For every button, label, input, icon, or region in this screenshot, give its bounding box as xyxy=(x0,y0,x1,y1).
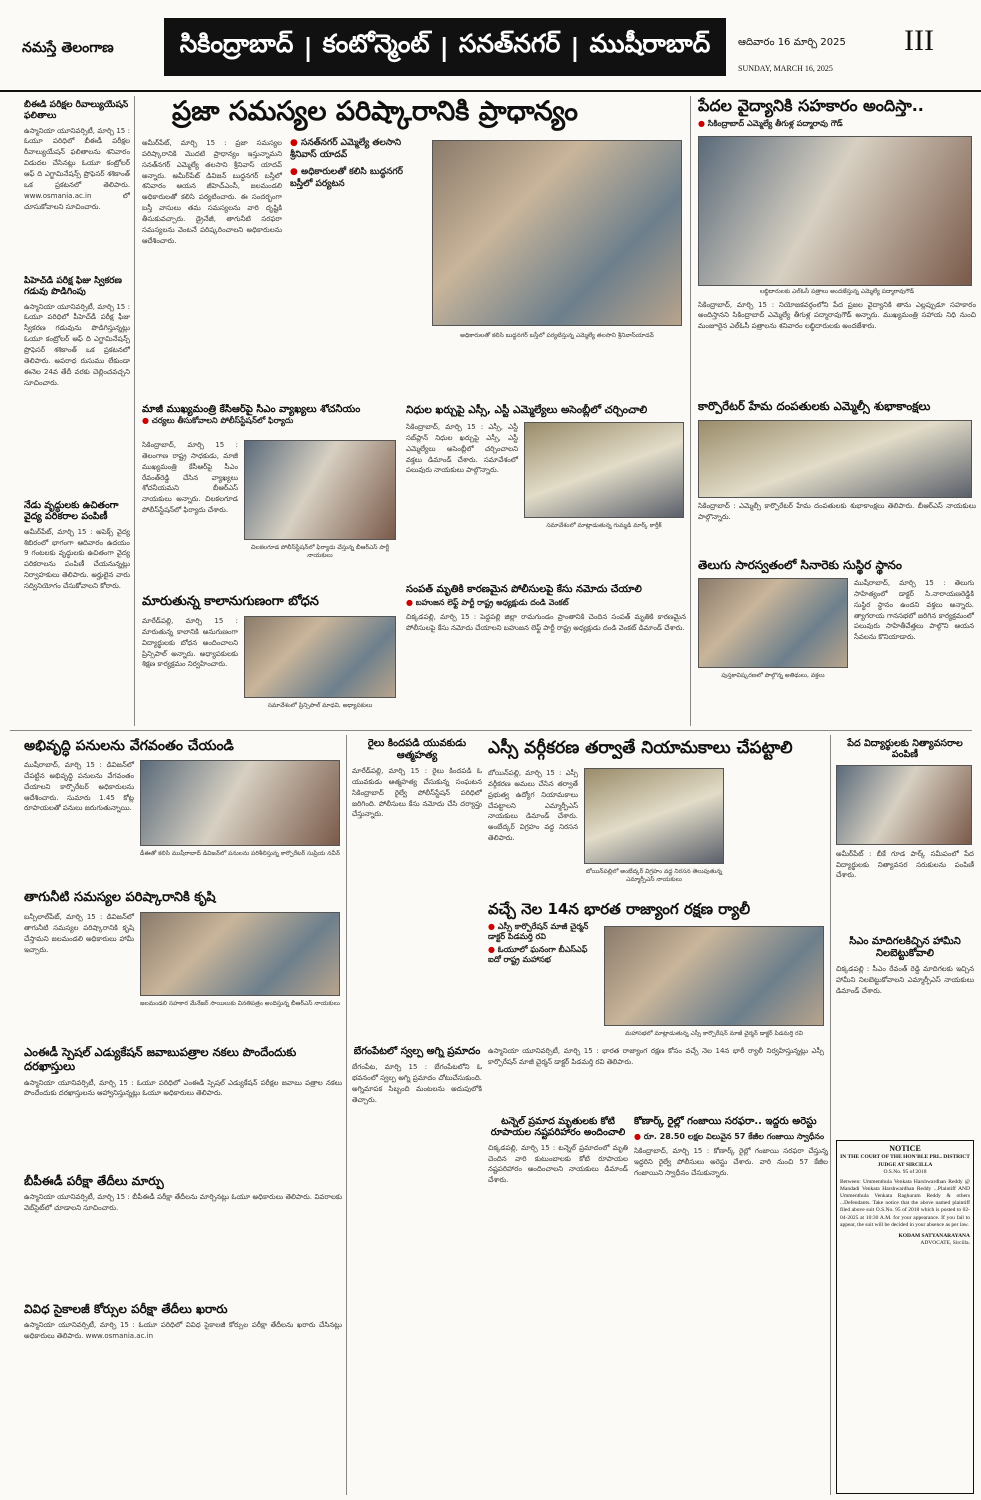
article-photo xyxy=(584,768,724,864)
headline: కోణార్క్ రైల్లో గంజాయి సరఫరా.. ఇద్దరు అరెస్టు xyxy=(634,1116,817,1127)
article-photo xyxy=(140,912,340,996)
article-kcr-comments xyxy=(142,404,398,588)
notice-court: IN THE COURT OF THE HON'BLE PRL. DISTRICT JUDGE AT SIRCILLA xyxy=(840,1154,970,1168)
article-body: ఉస్మానియా యూనివర్సిటీ, మార్చి 15 : ఓయూ పరిధిలో బీఈడీ పరీక్షల రీవాల్యుయేషన్ ఫలితాలను శనివారం విడుదల చేసినట్లు ఓయూ కంట్రోలర్ ఆఫ్ ది ఎగ్జామినేషన్స్ ప్రొఫెసర్ శశికాంత్ ఒక ప్రకటనలో తెలిపారు. www.osmania.ac.in లో చూసుకోవాలని సూచించారు. xyxy=(24,126,130,211)
lead-subhead-1: ● సనత్‌నగర్ ఎమ్మెల్యే తలసాని శ్రీనివాస్ యాదవ్ xyxy=(290,138,422,161)
article-body: మారేడ్‌పల్లి, మార్చి 15 : మారుతున్న కాలానికి అనుగుణంగా విద్యార్థులకు బోధన అందించాలని ప్రిన్సిపాల్ అన్నారు. అధ్యాపకులకు శిక్షణ కార్యక్రమం నిర్వహించారు. xyxy=(142,617,238,669)
column-rule xyxy=(830,735,831,1495)
headline: రైలు కిందపడి యువకుడు ఆత్మహత్య xyxy=(367,738,467,761)
photo-caption: పుస్తకావిష్కరణలో పాల్గొన్న అతిథులు, వక్తలు xyxy=(721,672,825,679)
article-body: సికింద్రాబాద్ : ఎమ్మెల్సీ కార్పొరేటర్ హేమ దంపతులకు శుభాకాంక్షలు తెలిపారు. బీఆర్‌ఎస్ నాయకులు పాల్గొన్నారు. xyxy=(698,501,976,521)
article-body: ఉస్మానియా యూనివర్సిటీ, మార్చి 15 : బీపీఈడీ పరీక్షా తేదీలను మార్చినట్లు ఓయూ అధికారులు తెలిపారు. వివరాలకు వెబ్‌సైట్‌లో చూడాలని సూచించారు. xyxy=(24,1193,342,1213)
article-body: ఉస్మానియా యూనివర్సిటీ, మార్చి 15 : భారత రాజ్యాంగ రక్షణ కోసం వచ్చే నెల 14న భారీ ర్యాలీ నిర్వహిస్తున్నట్లు ఎస్సీ కార్పొరేషన్ మాజీ చైర్మన్ డాక్టర్ పిడమర్తి రవి తెలిపారు. xyxy=(488,1047,824,1066)
headline: పీహెచ్‌డీ పరీక్ష ఫీజు స్వీకరణ గడువు పొడిగింపు xyxy=(24,276,122,297)
article-sc-st-funds xyxy=(406,404,686,580)
article-psychology-dates xyxy=(24,1302,342,1492)
headline: ఎంఈడీ స్పెషల్ ఎడ్యుకేషన్ జవాబుపత్రాల నకలు పొందేందుకు దరఖాస్తులు xyxy=(24,1046,297,1073)
notice-case: O.S.No. 95 of 2018 xyxy=(883,1168,927,1175)
article-sampath-death xyxy=(406,584,686,726)
subhead-1: ● ఎస్సీ కార్పొరేషన్ మాజీ చైర్మన్ డాక్టర్ పిడమర్తి రవి xyxy=(488,922,598,943)
article-development-works xyxy=(24,738,342,884)
subhead-2: ● ఓయూలో ఘనంగా బీఎస్‌ఎఫ్ ఐదో రాష్ట్ర మహాసభ xyxy=(488,945,598,966)
article-body: ఉస్మానియా యూనివర్సిటీ, మార్చి 15 : ఓయూ పరిధిలో పీహెచ్‌డీ పరీక్ష ఫీజు స్వీకరణ గడువును పొడిగిస్తున్నట్లు ఓయూ కంట్రోలర్ ఆఫ్ ది ఎగ్జామినేషన్స్ ప్రొఫెసర్ శశికాంత్ ఒక ప్రకటనలో తెలిపారు. అపరాధ రుసుము లేకుండా ఈనెల 24వ తేదీ వరకు చెల్లించవచ్చని సూచించారు. xyxy=(24,302,130,387)
headline: బీఈడీ పరీక్షల రీవాల్యుయేషన్ ఫలితాలు xyxy=(24,100,129,121)
headline: వచ్చే నెల 14న భారత రాజ్యాంగ రక్షణ ర్యాలీ xyxy=(488,900,751,918)
legal-notice xyxy=(836,1140,974,1494)
region-musheerabad: ముషీరాబాద్ xyxy=(589,29,711,58)
article-tunnel-compensation xyxy=(488,1116,628,1496)
article-bped-dates xyxy=(24,1174,342,1294)
article-cinare-literature xyxy=(698,558,976,726)
article-train-suicide xyxy=(352,738,482,1038)
photo-caption: జలమండలి సహకార మేనేజర్‌ సాయిలుకు వినతిపత్రం అందిస్తున్న బీఆర్‌ఎస్ నాయకులు xyxy=(140,1000,340,1007)
region-cantonment: కంటోన్మెంట్ xyxy=(322,29,430,58)
headline: సంపత్ మృతికి కారణమైన పోలీసులపై కేసు నమోదు చేయాలి xyxy=(406,584,642,595)
headline: తాగునీటి సమస్యల పరిష్కారానికి కృషి xyxy=(24,890,216,905)
article-body: చిక్కడపల్లి, మార్చి 15 : పెద్దపల్లి జిల్లా రామగుండం ప్రాంతానికి చెందిన సంపత్ మృతికి కారణమైన పోలీసులపై కేసు నమోదు చేయాలని బహుజన లెఫ్ట్ పార్టీ రాష్ట్ర అధ్యక్షుడు దండి వెంకట్ డిమాండ్ చేశారు. xyxy=(406,613,686,633)
article-body: అమీర్‌పేట్ : బీకే గూడ పార్క్ సమీపంలో పేద విద్యార్థులకు నిత్యావసర సరుకులను పంపిణీ చేశారు. xyxy=(836,849,974,880)
masthead xyxy=(0,0,981,92)
headline: తెలుగు సారస్వతంలో సినారెకు సుస్థిర స్థానం xyxy=(698,558,902,572)
region-secunderabad: సికింద్రాబాద్ xyxy=(179,29,294,58)
photo-caption: సమావేశంలో ప్రిన్సిపాల్ మాధవి, అధ్యాపకులు xyxy=(267,702,373,709)
subhead: ● బహుజన లెఫ్ట్ పార్టీ రాష్ట్ర అధ్యక్షుడు దండి వెంకట్ xyxy=(406,598,686,608)
article-body: చిక్కడపల్లి : సీఎం రేవంత్ రెడ్డి మాదిగలకు ఇచ్చిన హామీని నిలబెట్టుకోవాలని ఎమ్మార్పీఎస్ నాయకులు డిమాండ్ చేశారు. xyxy=(836,965,974,995)
lead-photo xyxy=(432,140,682,326)
newspaper-brand: నమస్తే తెలంగాణ xyxy=(22,40,114,56)
article-body: సికింద్రాబాద్, మార్చి 15 : ఎస్సీ, ఎస్టీ సబ్‌ప్లాన్ నిధుల ఖర్చుపై ఎస్సీ, ఎస్టీ ఎమ్మెల్యేలు అసెంబ్లీలో చర్చించాలని వక్తలు డిమాండ్ చేశారు. సమావేశంలో పలువురు నాయకులు పాల్గొన్నారు. xyxy=(406,423,518,475)
article-body: బోయిన్‌పల్లి, మార్చి 15 : ఎస్సీ వర్గీకరణ అమలు చేసిన తర్వాతే ప్రభుత్వ ఉద్యోగ నియామకాలు చేపట్టాలని ఎమ్మార్పీఎస్ నాయకులు డిమాండ్ చేశారు. అంబేద్కర్ విగ్రహం వద్ద నిరసన తెలిపారు. xyxy=(488,769,578,843)
headline: నిధుల ఖర్చుపై ఎస్సీ, ఎస్టీ ఎమ్మెల్యేలు అసెంబ్లీలో చర్చించాలి xyxy=(406,404,648,416)
article-photo xyxy=(836,765,972,845)
photo-caption: సమావేశంలో మాట్లాడుతున్న గుమ్మడి మార్క్ కార్తీక్ xyxy=(546,522,662,529)
photo-caption: చిలకలగూడ పోలీస్‌స్టేషన్‌లో ఫిర్యాదు చేస్తున్న బీఆర్‌ఎస్ పార్టీ నాయకులు xyxy=(250,544,390,559)
notice-body: Between: Ummenthula Venkata Harshwardhan Reddy @ Mandadi Venkata Harshwardhan Reddy ...Plaintiff AND Ummenthula Venkata Raghuram Reddy & others ...Defendants. Take notice that the above named plaintiff filed above suit O.S.No. 95 of 2018 which is posted to 02-04-2025 at 10:30 A.M. for your appearance. If you fail to appear, the suit will be decided in your absence as per law. xyxy=(840,1178,970,1228)
article-medical-equipment xyxy=(24,500,130,724)
notice-title: NOTICE xyxy=(889,1144,921,1153)
article-bed-revaluation xyxy=(24,100,130,270)
article-photo xyxy=(244,616,396,698)
article-phd-fee xyxy=(24,276,130,496)
headline: బేగంపేటలో స్వల్ప అగ్ని ప్రమాదం xyxy=(353,1046,481,1057)
subhead: ● సికింద్రాబాద్ ఎమ్మెల్యే తీగుళ్ల పద్మారావు గౌడ్ xyxy=(698,119,976,129)
article-body: ఉస్మానియా యూనివర్సిటీ, మార్చి 15 : ఓయూ పరిధిలో ఎంఈడీ స్పెషల్ ఎడ్యుకేషన్ పరీక్షల జవాబు పత్రాల నకలు పొందేందుకు దరఖాస్తులను ఆహ్వానిస్తున్నట్లు ఓయూ అధికారులు తెలిపారు. xyxy=(24,1078,342,1098)
lead-body: అమీర్‌పేట్, మార్చి 15 : ప్రజా సమస్యల పరిష్కారానికి మొదటి ప్రాధాన్యం ఇస్తున్నామని సనత్‌నగర్ ఎమ్మెల్యే తలసాని శ్రీనివాస్ యాదవ్ అన్నారు. అమీర్‌పేట్ డివిజన్ బుద్ధనగర్ బస్తీలో శనివారం ఆయన జీహెచ్‌ఎంసీ, జలమండలి అధికారులతో కలిసి పర్యటించారు. ఈ సందర్భంగా బస్తీ వాసులు తమ సమస్యలను వారి దృష్టికి తీసుకువచ్చారు. డ్రైనేజీ, తాగునీటి సరఫరా సమస్యలను వెంటనే పరిష్కరించాలని అధికారులను ఆదేశించారు. xyxy=(142,139,282,245)
article-photo xyxy=(604,926,824,1026)
article-photo xyxy=(244,440,396,540)
article-body: సికింద్రాబాద్, మార్చి 15 : తెలంగాణ రాష్ట్ర సాధకుడు, మాజీ ముఖ్యమంత్రి కేసీఆర్‌పై సీఎం రేవంత్‌రెడ్డి చేసిన వ్యాఖ్యలు శోచనీయమని బీఆర్‌ఎస్ నాయకులు అన్నారు. చిలకలగూడ పోలీస్‌స్టేషన్‌లో ఫిర్యాదు చేశారు. xyxy=(142,441,238,515)
lead-headline: ప్రజా సమస్యల పరిష్కారానికి ప్రాధాన్యం xyxy=(172,96,578,127)
photo-caption: మహాసభలో మాట్లాడుతున్న ఎస్సీ కార్పొరేషన్ మాజీ చైర్మన్ డాక్టర్ పిడమర్తి రవి xyxy=(625,1030,803,1037)
headline: నేడు వృద్ధులకు ఉచితంగా వైద్య పరికరాల పంపిణీ xyxy=(24,500,119,523)
headline: అభివృద్ధి పనులను వేగవంతం చేయండి xyxy=(24,738,234,754)
article-teaching xyxy=(142,594,398,726)
column-rule xyxy=(134,96,135,726)
headline: టన్నెల్ ప్రమాద మృతులకు కోటి రూపాయల నష్టపరిహారం అందించాలి xyxy=(490,1116,626,1139)
article-body: మారేడ్‌పల్లి, మార్చి 15 : రైలు కిందపడి ఓ యువకుడు ఆత్మహత్య చేసుకున్న సంఘటన సికింద్రాబాద్ రైల్వే పోలీస్‌స్టేషన్ పరిధిలో జరిగింది. పోలీసులు కేసు నమోదు చేసి దర్యాప్తు చేస్తున్నారు. xyxy=(352,767,482,819)
row-rule xyxy=(10,730,972,731)
headline: మారుతున్న కాలానుగుణంగా బోధన xyxy=(142,594,319,609)
article-photo xyxy=(698,136,972,286)
notice-role: ADVOCATE, Sircilla. xyxy=(920,1239,970,1246)
article-corporator-wishes xyxy=(698,400,976,550)
headline: పేద విద్యార్థులకు నిత్యావసరాల పంపిణీ xyxy=(847,738,963,761)
article-photo xyxy=(140,760,340,846)
notice-signature: KODAM SATYANARAYANA xyxy=(898,1232,970,1239)
article-drinking-water xyxy=(24,890,342,1038)
article-konark-ganja xyxy=(634,1116,828,1496)
article-constitution-rally xyxy=(488,900,826,1110)
headline: ఎస్సీ వర్గీకరణ తర్వాతే నియామకాలు చేపట్టాలి xyxy=(488,738,793,758)
page-number: III xyxy=(904,24,934,57)
region-sanathnagar: సనత్‌నగర్ xyxy=(458,29,561,58)
headline: కార్పొరేటర్ హేమ దంపతులకు ఎమ్మెల్సీ శుభాకాంక్షలు xyxy=(698,400,931,413)
article-med-answer-copies xyxy=(24,1046,342,1166)
article-poor-medical-help xyxy=(698,96,976,396)
headline: పేదల వైద్యానికి సహకారం అందిస్తా.. xyxy=(698,96,924,115)
article-begumpet-fire xyxy=(352,1046,482,1236)
photo-caption: డీఈతో కలిసి ముషీరాబాద్ డివిజన్‌లో పనులను పరిశీలిస్తున్న కార్పొరేటర్ సుప్రియ నవీన్ xyxy=(140,850,340,857)
article-photo xyxy=(524,422,684,518)
photo-caption: బోయిన్‌పల్లిలో అంబేద్కర్ విగ్రహం వద్ద నిరసన తెలుపుతున్న ఎమ్మార్పీఎస్ నాయకులు xyxy=(585,868,723,883)
headline: వివిధ సైకాలజీ కోర్సుల పరీక్షా తేదీలు ఖరారు xyxy=(24,1302,228,1316)
article-body: అమీర్‌పేట్, మార్చి 15 : అపెక్స్ వైద్య శిబిరంలో భాగంగా ఆదివారం ఉదయం 9 గంటలకు వృద్ధులకు ఉచితంగా వైద్య పరికరాలను పంపిణీ చేయనున్నట్లు నిర్వాహకులు తెలిపారు. అర్హులైన వారు సద్వినియోగం చేసుకోవాలని కోరారు. xyxy=(24,527,130,590)
headline: సీఎం మాదిగలకిచ్చిన హామీని నిలబెట్టుకోవాలి xyxy=(849,936,961,959)
article-body: బన్సీలాల్‌పేట్, మార్చి 15 : డివిజన్‌లో తాగునీటి సమస్యల పరిష్కారానికి కృషి చేస్తామని జలమండలి అధికారులు హామీ ఇచ్చారు. xyxy=(24,913,134,954)
article-body: ముషీరాబాద్, మార్చి 15 : తెలుగు సాహిత్యంలో డాక్టర్ సి.నారాయణరెడ్డికి సుస్థిర స్థానం ఉందని వక్తలు అన్నారు. త్యాగరాయ గానసభలో జరిగిన కార్యక్రమంలో పలువురు సాహితీవేత్తలు పాల్గొని ఆయన సేవలను కొనియాడారు. xyxy=(854,579,974,642)
article-body: ఉస్మానియా యూనివర్సిటీ, మార్చి 15 : ఓయూ పరిధిలో వివిధ సైకాలజీ కోర్సుల పరీక్షా తేదీలను ఖరారు చేసినట్లు అధికారులు తెలిపారు. www.osmania.ac.in xyxy=(24,1321,342,1341)
lead-subhead-2: ● అధికారులతో కలిసి బుద్ధనగర్ బస్తీలో పర్యటన xyxy=(290,167,422,190)
lead-photo-caption: అధికారులతో కలిసి బుద్ధనగర్ బస్తీలో పర్యటిస్తున్న ఎమ్మెల్యే తలసాని శ్రీనివాస్‌యాదవ్ xyxy=(460,332,654,339)
article-photo xyxy=(698,420,972,498)
subhead: ● చర్యలు తీసుకోవాలని పోలీస్‌స్టేషన్‌లో ఫిర్యాదు xyxy=(142,416,398,426)
column-rule xyxy=(346,735,347,1495)
date-telugu: ఆదివారం 16 మార్చి 2025 xyxy=(738,37,846,48)
article-cm-promise xyxy=(836,936,974,1136)
article-body: సికింద్రాబాద్, మార్చి 15 : నియోజకవర్గంలోని పేద ప్రజల వైద్యానికి తాను ఎల్లప్పుడూ సహకారం అందిస్తానని సికింద్రాబాద్ ఎమ్మెల్యే తీగుళ్ల పద్మారావుగౌడ్ అన్నారు. ముఖ్యమంత్రి సహాయ నిధి నుంచి మంజూరైన ఎల్‌ఓసీ పత్రాలను శనివారం లబ్ధిదారులకు అందజేశారు. xyxy=(698,300,976,331)
headline: మాజీ ముఖ్యమంత్రి కేసీఆర్‌పై సీఎం వ్యాఖ్యలు శోచనీయం xyxy=(142,404,361,415)
article-body: బేగంపేట, మార్చి 15 : బేగంపేటలోని ఓ భవనంలో స్వల్ప అగ్ని ప్రమాదం చోటుచేసుకుంది. అగ్నిమాపక సిబ్బంది మంటలను అదుపులోకి తెచ్చారు. xyxy=(352,1063,482,1104)
article-body: సికింద్రాబాద్, మార్చి 15 : కోణార్క్ రైల్లో గంజాయి సరఫరా చేస్తున్న ఇద్దరిని రైల్వే పోలీసులు అరెస్టు చేశారు. వారి నుంచి 57 కేజీల గంజాయిని స్వాధీనం చేసుకున్నారు. xyxy=(634,1147,828,1178)
headline: బీపీఈడీ పరీక్షా తేదీలు మార్పు xyxy=(24,1174,164,1188)
edition-title-bar: సికింద్రాబాద్ | కంటోన్మెంట్ | సనత్‌నగర్ | ముషీరాబాద్ xyxy=(164,18,726,76)
date-english: SUNDAY, MARCH 16, 2025 xyxy=(738,64,833,73)
article-body: చిక్కడపల్లి, మార్చి 15 : టన్నెల్ ప్రమాదంలో మృతి చెందిన వారి కుటుంబాలకు కోటి రూపాయల నష్టపరిహారం అందించాలని నాయకులు డిమాండ్ చేశారు. xyxy=(488,1143,628,1185)
subhead: ● రూ. 28.50 లక్షల విలువైన 57 కేజీల గంజాయి స్వాధీనం xyxy=(634,1132,828,1142)
article-body: ముషీరాబాద్, మార్చి 15 : డివిజన్‌లో చేపట్టిన అభివృద్ధి పనులను వేగవంతం చేయాలని కార్పొరేటర్ అధికారులను ఆదేశించారు. సుమారు 1.45 కోట్ల రూపాయలతో పనులు జరుగుతున్నాయి. xyxy=(24,761,134,813)
article-essentials-distribution xyxy=(836,738,974,928)
article-photo xyxy=(698,578,848,668)
column-rule xyxy=(690,96,691,726)
photo-caption: లబ్ధిదారులకు ఎల్‌ఓసీ పత్రాలు అందజేస్తున్న ఎమ్మెల్యే పద్మారావుగౌడ్ xyxy=(759,287,915,295)
